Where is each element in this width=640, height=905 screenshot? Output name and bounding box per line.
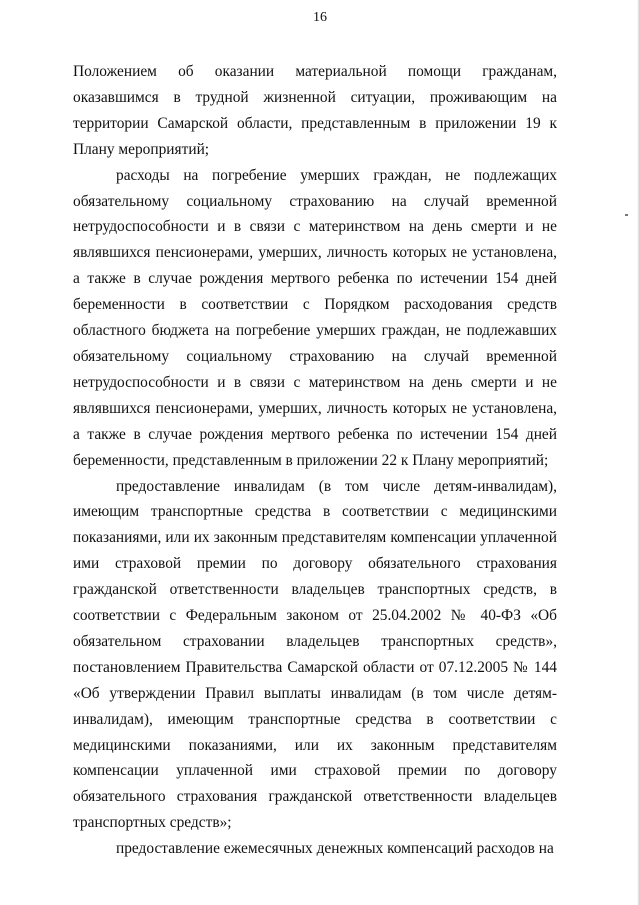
paragraph-monthly-compensation: предоставление ежемесячных денежных компенсаций расходов на xyxy=(116,840,554,858)
page-number: 16 xyxy=(313,10,327,25)
scan-artifact xyxy=(625,214,628,216)
paragraph-insurance-compensation: предоставление инвалидам (в том числе детям-инвалидам), имеющим транспортные средства в соответствии с медицинскими показаниями, или их законным представителям компенсации уплаченной ими страховой премии по договору обязательного страхования гражданской ответственности владельцев транспортных средств, в соответствии с Федеральным законом от 25.04.2002 № 40-ФЗ «Об обязательном страховании владельцев транспортных средств», постановлением Правительства Самарской области от 07.12.2005 № 144 «Об утверждении Правил выплаты инвалидам (в том числе детям-инвалидам), имеющим транспортные средства в соответствии с медицинскими показаниями, или их законным представителям компенсации уплаченной ими страховой премии по договору обязательного страхования гражданской ответственности владельцев транспортных средств»; xyxy=(73,477,557,832)
paragraph-continuation: Положением об оказании материальной помощи гражданам, оказавшимся в трудной жизненной ситуации, проживающим на территории Самарской области, представленным в приложении 19 к Плану мероприятий; xyxy=(73,63,557,158)
document-body xyxy=(73,59,557,862)
paragraph-burial-expenses: расходы на погребение умерших граждан, не подлежащих обязательному социальному страхованию на случай временной нетрудоспособности и в связи с материнством на день смерти и не являвшихся пенсионерами, умерших, личность которых не установлена, а также в случае рождения мертвого ребенка по истечении 154 дней беременности в соответствии с Порядком расходования средств областного бюджета на погребение умерших граждан, не подлежавших обязательному социальному страхованию на случай временной нетрудоспособности и в связи с материнством на день смерти и не являвшихся пенсионерами, умерших, личность которых не установлена, а также в случае рождения мертвого ребенка по истечении 154 дней беременности, представленным в приложении 22 к Плану мероприятий; xyxy=(73,166,557,469)
